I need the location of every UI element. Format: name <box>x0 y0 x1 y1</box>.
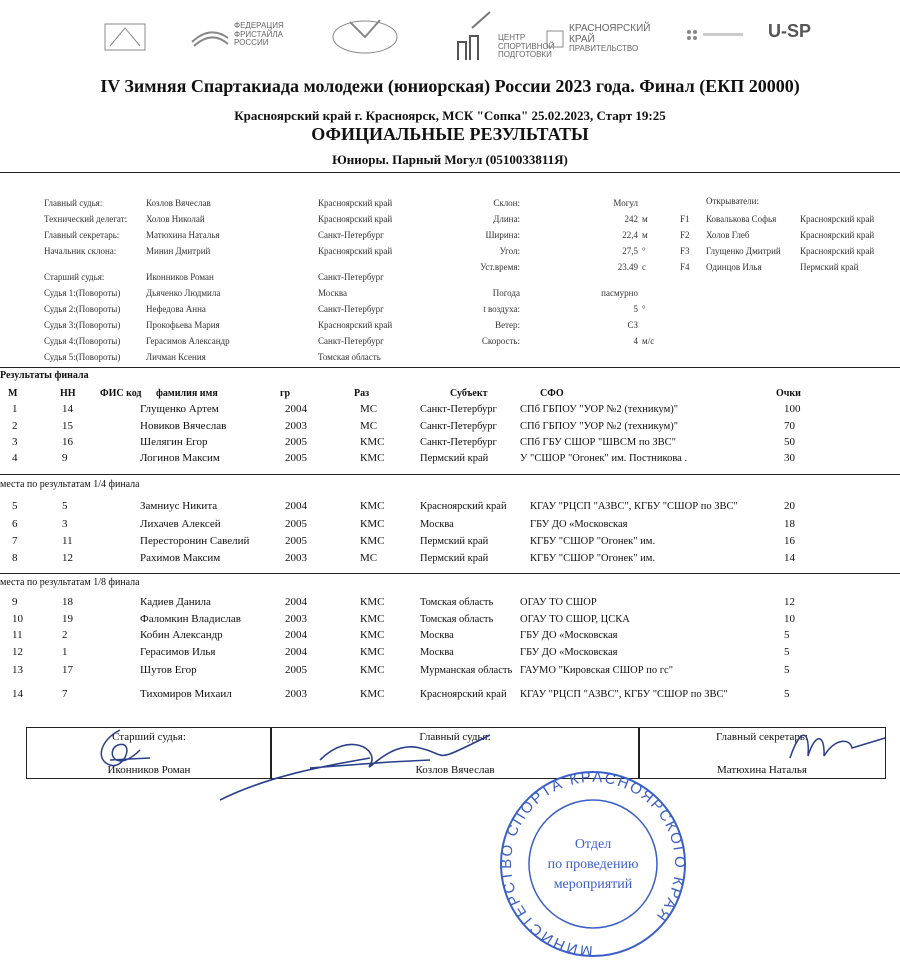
course-value: СЗ <box>627 320 638 330</box>
cell-place: 10 <box>12 613 23 625</box>
table-row <box>0 688 900 704</box>
cell-region: Томская область <box>420 597 494 608</box>
cell-club: КГАУ "РЦСП "АЗВС", КГБУ "СШОР по ЗВС" <box>530 501 738 512</box>
cell-birth-year: 2004 <box>285 629 307 641</box>
column-header: Раз <box>354 388 370 399</box>
stamp-center-line-1: Отдел <box>574 837 612 852</box>
jury-role: Главный судья: <box>44 198 103 208</box>
jury-region: Санкт-Петербург <box>318 230 384 240</box>
cell-athlete-name: Кобин Александр <box>140 629 223 641</box>
course-value: 23.49 <box>617 262 638 272</box>
cell-rank: МС <box>360 552 378 564</box>
cell-region: Пермский край <box>420 453 489 464</box>
cell-club: ОГАУ ТО СШОР <box>520 597 597 608</box>
official-stamp-icon <box>478 768 708 963</box>
region-logo-line-3: ПРАВИТЕЛЬСТВО <box>569 44 639 53</box>
center-logo-line-3: ПОДГОТОВКИ <box>498 50 552 60</box>
cell-bib: 7 <box>62 688 68 700</box>
cell-club: ОГАУ ТО СШОР, ЦСКА <box>520 614 630 625</box>
cell-club: ГАУМО "Кировская СШОР по гс" <box>520 665 673 676</box>
table-row <box>0 535 900 551</box>
jury-region: Санкт-Петербург <box>318 336 384 346</box>
cell-athlete-name: Фаломкин Владислав <box>140 613 241 625</box>
jury-region: Красноярский край <box>318 320 393 330</box>
column-header: СФО <box>540 388 564 399</box>
forerunner-region: Красноярский край <box>800 230 875 240</box>
cell-place: 5 <box>12 500 18 512</box>
cell-birth-year: 2003 <box>285 552 307 564</box>
region-logo-line-2: КРАЙ <box>569 33 595 45</box>
cell-birth-year: 2005 <box>285 518 307 530</box>
cell-club: ГБУ ДО «Московская <box>530 519 628 530</box>
course-label: t воздуха: <box>483 304 520 314</box>
table-row <box>0 420 900 436</box>
course-value: Могул <box>613 198 638 208</box>
column-header: М <box>8 388 18 399</box>
cell-athlete-name: Шелягин Егор <box>140 436 208 448</box>
course-label: Погода <box>492 288 520 298</box>
table-row <box>0 500 900 516</box>
column-header: НН <box>60 388 76 399</box>
cell-rank: КМС <box>360 436 385 448</box>
jury-name: Герасимов Александр <box>146 336 230 346</box>
quarter-rule <box>0 474 900 475</box>
section-eighth-label: места по результатам 1/8 финала <box>0 577 140 588</box>
cell-rank: КМС <box>360 646 385 658</box>
cell-rank: МС <box>360 420 378 432</box>
ministry-logo <box>100 18 150 54</box>
cell-points: 10 <box>784 613 795 625</box>
cell-place: 12 <box>12 646 23 658</box>
cell-birth-year: 2004 <box>285 596 307 608</box>
course-unit: м <box>642 214 648 224</box>
cell-place: 4 <box>12 452 18 464</box>
cell-rank: КМС <box>360 664 385 676</box>
cell-birth-year: 2003 <box>285 420 307 432</box>
signature-label: Главный судья: <box>419 731 491 743</box>
jury-region: Санкт-Петербург <box>318 304 384 314</box>
results-top-rule <box>0 367 900 368</box>
official-results-heading: ОФИЦИАЛЬНЫЕ РЕЗУЛЬТАТЫ <box>311 124 589 144</box>
cell-place: 6 <box>12 518 18 530</box>
jury-region: Москва <box>318 288 347 298</box>
cell-athlete-name: Шутов Егор <box>140 664 197 676</box>
cell-birth-year: 2003 <box>285 613 307 625</box>
course-unit: ° <box>642 304 646 314</box>
document-subtitle: Красноярский край г. Красноярск, МСК "Сопка" 25.02.2023, Старт 19:25 <box>234 108 666 123</box>
table-row <box>0 664 900 680</box>
forerunner-name: Глущенко Дмитрий <box>706 246 781 256</box>
cell-birth-year: 2004 <box>285 500 307 512</box>
cell-place: 14 <box>12 688 23 700</box>
cell-athlete-name: Новиков Вячеслав <box>140 420 227 432</box>
cell-birth-year: 2004 <box>285 403 307 415</box>
cell-points: 5 <box>784 646 790 658</box>
jury-role: Главный секретарь: <box>44 230 120 240</box>
column-header: ФИС код <box>100 388 142 399</box>
table-row <box>0 596 900 612</box>
stamp-center-line-3: мероприятий <box>553 877 633 892</box>
course-label: Длина: <box>493 214 520 224</box>
cell-birth-year: 2004 <box>285 646 307 658</box>
table-row <box>0 518 900 534</box>
cell-rank: КМС <box>360 535 385 547</box>
table-row <box>0 403 900 419</box>
region-logo-line-1: КРАСНОЯРСКИЙ <box>569 23 651 34</box>
cell-bib: 12 <box>62 552 73 564</box>
region-coat-icon <box>545 29 565 49</box>
spartakiada-emblem-icon <box>330 12 400 58</box>
cell-club: СПб ГБПОУ "УОР №2 (техникум)" <box>520 421 679 432</box>
jury-role: Технический делегат: <box>44 214 128 224</box>
usp-logo <box>768 22 811 41</box>
jury-region: Томская область <box>318 352 381 362</box>
cell-rank: КМС <box>360 688 385 700</box>
cell-bib: 19 <box>62 613 73 625</box>
cell-athlete-name: Замниус Никита <box>140 500 218 512</box>
table-row <box>0 646 900 662</box>
chief-secretary-signature-icon <box>780 718 890 768</box>
cell-athlete-name: Глущенко Артем <box>140 403 219 415</box>
course-value: 242 <box>624 214 638 224</box>
section-quarter-label: места по результатам 1/4 финала <box>0 479 140 490</box>
cell-points: 16 <box>784 535 795 547</box>
cell-club: КГБУ "СШОР "Огонек" им. <box>530 536 656 547</box>
cell-points: 12 <box>784 596 795 608</box>
senior-judge-signature-icon <box>80 720 160 780</box>
course-unit: м <box>642 230 648 240</box>
jury-role: Начальник склона: <box>44 246 117 256</box>
cell-region: Москва <box>420 647 454 658</box>
event-name: Юниоры. Парный Могул (0510033811Я) <box>332 152 568 167</box>
table-row <box>0 552 900 568</box>
course-unit: м/с <box>642 336 655 346</box>
cell-region: Санкт-Петербург <box>420 437 497 448</box>
cell-birth-year: 2005 <box>285 664 307 676</box>
document-title: IV Зимняя Спартакиада молодежи (юниорская) России 2023 года. Финал (ЕКП 20000) <box>100 76 800 96</box>
forerunner-region: Пермский край <box>800 262 859 272</box>
cell-rank: КМС <box>360 629 385 641</box>
cell-points: 18 <box>784 518 795 530</box>
cell-region: Красноярский край <box>420 501 507 512</box>
center-logo-line-2: СПОРТИВНОЙ <box>498 41 555 51</box>
cell-athlete-name: Кадиев Данила <box>140 596 211 608</box>
cell-rank: КМС <box>360 518 385 530</box>
cell-region: Пермский край <box>420 553 489 564</box>
signature-name: Козлов Вячеслав <box>415 764 495 776</box>
cell-place: 7 <box>12 535 18 547</box>
sport-center-emblem-icon <box>452 8 494 64</box>
cell-points: 20 <box>784 500 795 512</box>
cell-birth-year: 2005 <box>285 452 307 464</box>
column-header: Субъект <box>450 388 488 399</box>
course-label: Угол: <box>499 246 520 256</box>
signature-label: Главный секретарь: <box>715 731 809 743</box>
course-unit: с <box>642 262 646 272</box>
cell-region: Москва <box>420 519 454 530</box>
course-label: Ширина: <box>485 230 520 240</box>
cell-rank: КМС <box>360 613 385 625</box>
course-label: Склон: <box>493 198 520 208</box>
table-row <box>0 613 900 629</box>
cell-rank: МС <box>360 403 378 415</box>
cell-bib: 9 <box>62 452 68 464</box>
cell-region: Томская область <box>420 614 494 625</box>
dots-logo-icon <box>685 28 745 44</box>
cell-bib: 14 <box>62 403 73 415</box>
course-value: 5 <box>633 304 638 314</box>
stamp-center-line-2: по проведению <box>547 857 639 872</box>
cell-athlete-name: Логинов Максим <box>140 452 220 464</box>
cell-athlete-name: Герасимов Илья <box>140 646 216 658</box>
jury-role: Судья 1:(Повороты) <box>44 288 121 298</box>
eighth-rule <box>0 573 900 574</box>
signature-name: Матюхина Наталья <box>717 764 807 776</box>
cell-points: 5 <box>784 688 790 700</box>
column-header: фамилия имя <box>156 388 218 399</box>
federation-swoosh-icon <box>190 20 230 50</box>
cell-bib: 11 <box>62 535 73 547</box>
jury-role: Судья 2:(Повороты) <box>44 304 121 314</box>
forerunners-title: Открыватели: <box>706 196 759 206</box>
cell-region: Красноярский край <box>420 689 507 700</box>
cell-birth-year: 2005 <box>285 436 307 448</box>
cell-club: ГБУ ДО «Московская <box>520 630 618 641</box>
cell-athlete-name: Рахимов Максим <box>140 552 221 564</box>
federation-logo <box>190 20 284 50</box>
cell-points: 70 <box>784 420 795 432</box>
forerunner-code: F4 <box>680 262 690 272</box>
course-unit: ° <box>642 246 646 256</box>
course-label: Скорость: <box>481 336 520 346</box>
cell-athlete-name: Лихачев Алексей <box>140 518 221 530</box>
federation-logo-line-1: ФЕДЕРАЦИЯ <box>234 21 284 31</box>
forerunner-code: F3 <box>680 246 690 256</box>
cell-club: ГБУ ДО «Московская <box>520 647 618 658</box>
forerunner-name: Холов Глеб <box>706 230 750 240</box>
cell-points: 50 <box>784 436 795 448</box>
jury-name: Минин Дмитрий <box>146 246 211 256</box>
cell-rank: КМС <box>360 452 385 464</box>
section-final-label: Результаты финала <box>0 370 89 381</box>
jury-role: Судья 3:(Повороты) <box>44 320 121 330</box>
cell-bib: 18 <box>62 596 73 608</box>
cell-place: 8 <box>12 552 18 564</box>
course-value: 22,4 <box>622 230 638 240</box>
jury-name: Иконников Роман <box>146 272 214 282</box>
sport-center-logo <box>452 8 554 64</box>
logos-strip <box>0 0 900 70</box>
cell-bib: 16 <box>62 436 73 448</box>
course-value: 4 <box>633 336 638 346</box>
column-header: гр <box>280 388 291 399</box>
spartakiada-logo <box>330 12 400 58</box>
jury-region: Красноярский край <box>318 198 393 208</box>
center-logo-line-1: ЦЕНТР <box>498 33 526 43</box>
jury-name: Личман Ксения <box>146 352 206 362</box>
cell-place: 1 <box>12 403 18 415</box>
cell-bib: 2 <box>62 629 68 641</box>
signature-name: Иконников Роман <box>107 764 191 776</box>
jury-region: Красноярский край <box>318 246 393 256</box>
forerunner-name: Ковалькова Софья <box>706 214 777 224</box>
column-header: Очки <box>776 388 801 399</box>
cell-athlete-name: Пересторонин Савелий <box>140 535 250 547</box>
cell-club: СПб ГБПОУ "УОР №2 (техникум)" <box>520 404 679 415</box>
cell-bib: 15 <box>62 420 73 432</box>
jury-name: Прокофьева Мария <box>146 320 220 330</box>
cell-club: КГАУ "РЦСП "АЗВС", КГБУ "СШОР по ЗВС" <box>520 689 728 700</box>
cell-place: 9 <box>12 596 18 608</box>
cell-birth-year: 2005 <box>285 535 307 547</box>
cell-points: 30 <box>784 452 795 464</box>
cell-place: 13 <box>12 664 23 676</box>
cell-athlete-name: Тихомиров Михаил <box>140 688 232 700</box>
header-top-rule <box>0 172 900 173</box>
jury-region: Красноярский край <box>318 214 393 224</box>
jury-name: Козлов Вячеслав <box>146 198 211 208</box>
cell-bib: 5 <box>62 500 68 512</box>
course-value: 27,5 <box>622 246 638 256</box>
cell-region: Санкт-Петербург <box>420 421 497 432</box>
cell-club: КГБУ "СШОР "Огонек" им. <box>530 553 656 564</box>
cell-place: 2 <box>12 420 18 432</box>
cell-region: Пермский край <box>420 536 489 547</box>
forerunner-region: Красноярский край <box>800 214 875 224</box>
forerunner-code: F1 <box>680 214 690 224</box>
course-value: пасмурно <box>601 288 638 298</box>
forerunner-code: F2 <box>680 230 690 240</box>
cell-points: 100 <box>784 403 801 415</box>
course-label: Ветер: <box>495 320 520 330</box>
cell-birth-year: 2003 <box>285 688 307 700</box>
jury-name: Холов Николай <box>146 214 205 224</box>
cell-bib: 3 <box>62 518 68 530</box>
table-row <box>0 629 900 645</box>
table-row <box>0 436 900 452</box>
cell-region: Москва <box>420 630 454 641</box>
cell-points: 5 <box>784 664 790 676</box>
cell-points: 14 <box>784 552 795 564</box>
federation-logo-line-3: РОССИИ <box>234 38 269 48</box>
jury-role: Судья 5:(Повороты) <box>44 352 121 362</box>
course-label: Уст.время: <box>480 262 520 272</box>
cell-place: 3 <box>12 436 18 448</box>
usp-logo-text: U-SP <box>768 21 812 41</box>
jury-name: Дьяченко Людмила <box>146 288 221 298</box>
cell-rank: КМС <box>360 500 385 512</box>
ministry-emblem-icon <box>100 18 150 54</box>
cell-rank: КМС <box>360 596 385 608</box>
forerunner-region: Красноярский край <box>800 246 875 256</box>
dots-logo <box>685 28 745 44</box>
jury-role: Старший судья: <box>44 272 105 282</box>
cell-place: 11 <box>12 629 23 641</box>
signature-label: Старший судья: <box>112 731 186 743</box>
jury-region: Санкт-Петербург <box>318 272 384 282</box>
cell-bib: 1 <box>62 646 68 658</box>
cell-club: У "СШОР "Огонек" им. Постникова . <box>520 453 688 464</box>
jury-name: Матюхина Наталья <box>146 230 220 240</box>
forerunner-name: Одинцов Илья <box>706 262 762 272</box>
chief-judge-signature-icon <box>190 720 510 810</box>
federation-logo-line-2: ФРИСТАЙЛА <box>234 29 283 39</box>
stamp-ring-text: МИНИСТЕРСТВО СПОРТА КРАСНОЯРСКОГО КРАЯ <box>497 768 689 960</box>
cell-club: СПб ГБУ СШОР "ШВСМ по ЗВС" <box>520 437 676 448</box>
cell-region: Санкт-Петербург <box>420 404 497 415</box>
region-logo <box>545 24 650 53</box>
cell-points: 5 <box>784 629 790 641</box>
table-row <box>0 452 900 468</box>
jury-role: Судья 4:(Повороты) <box>44 336 121 346</box>
cell-bib: 17 <box>62 664 73 676</box>
cell-region: Мурманская область <box>420 665 513 676</box>
jury-name: Нефедова Анна <box>146 304 206 314</box>
